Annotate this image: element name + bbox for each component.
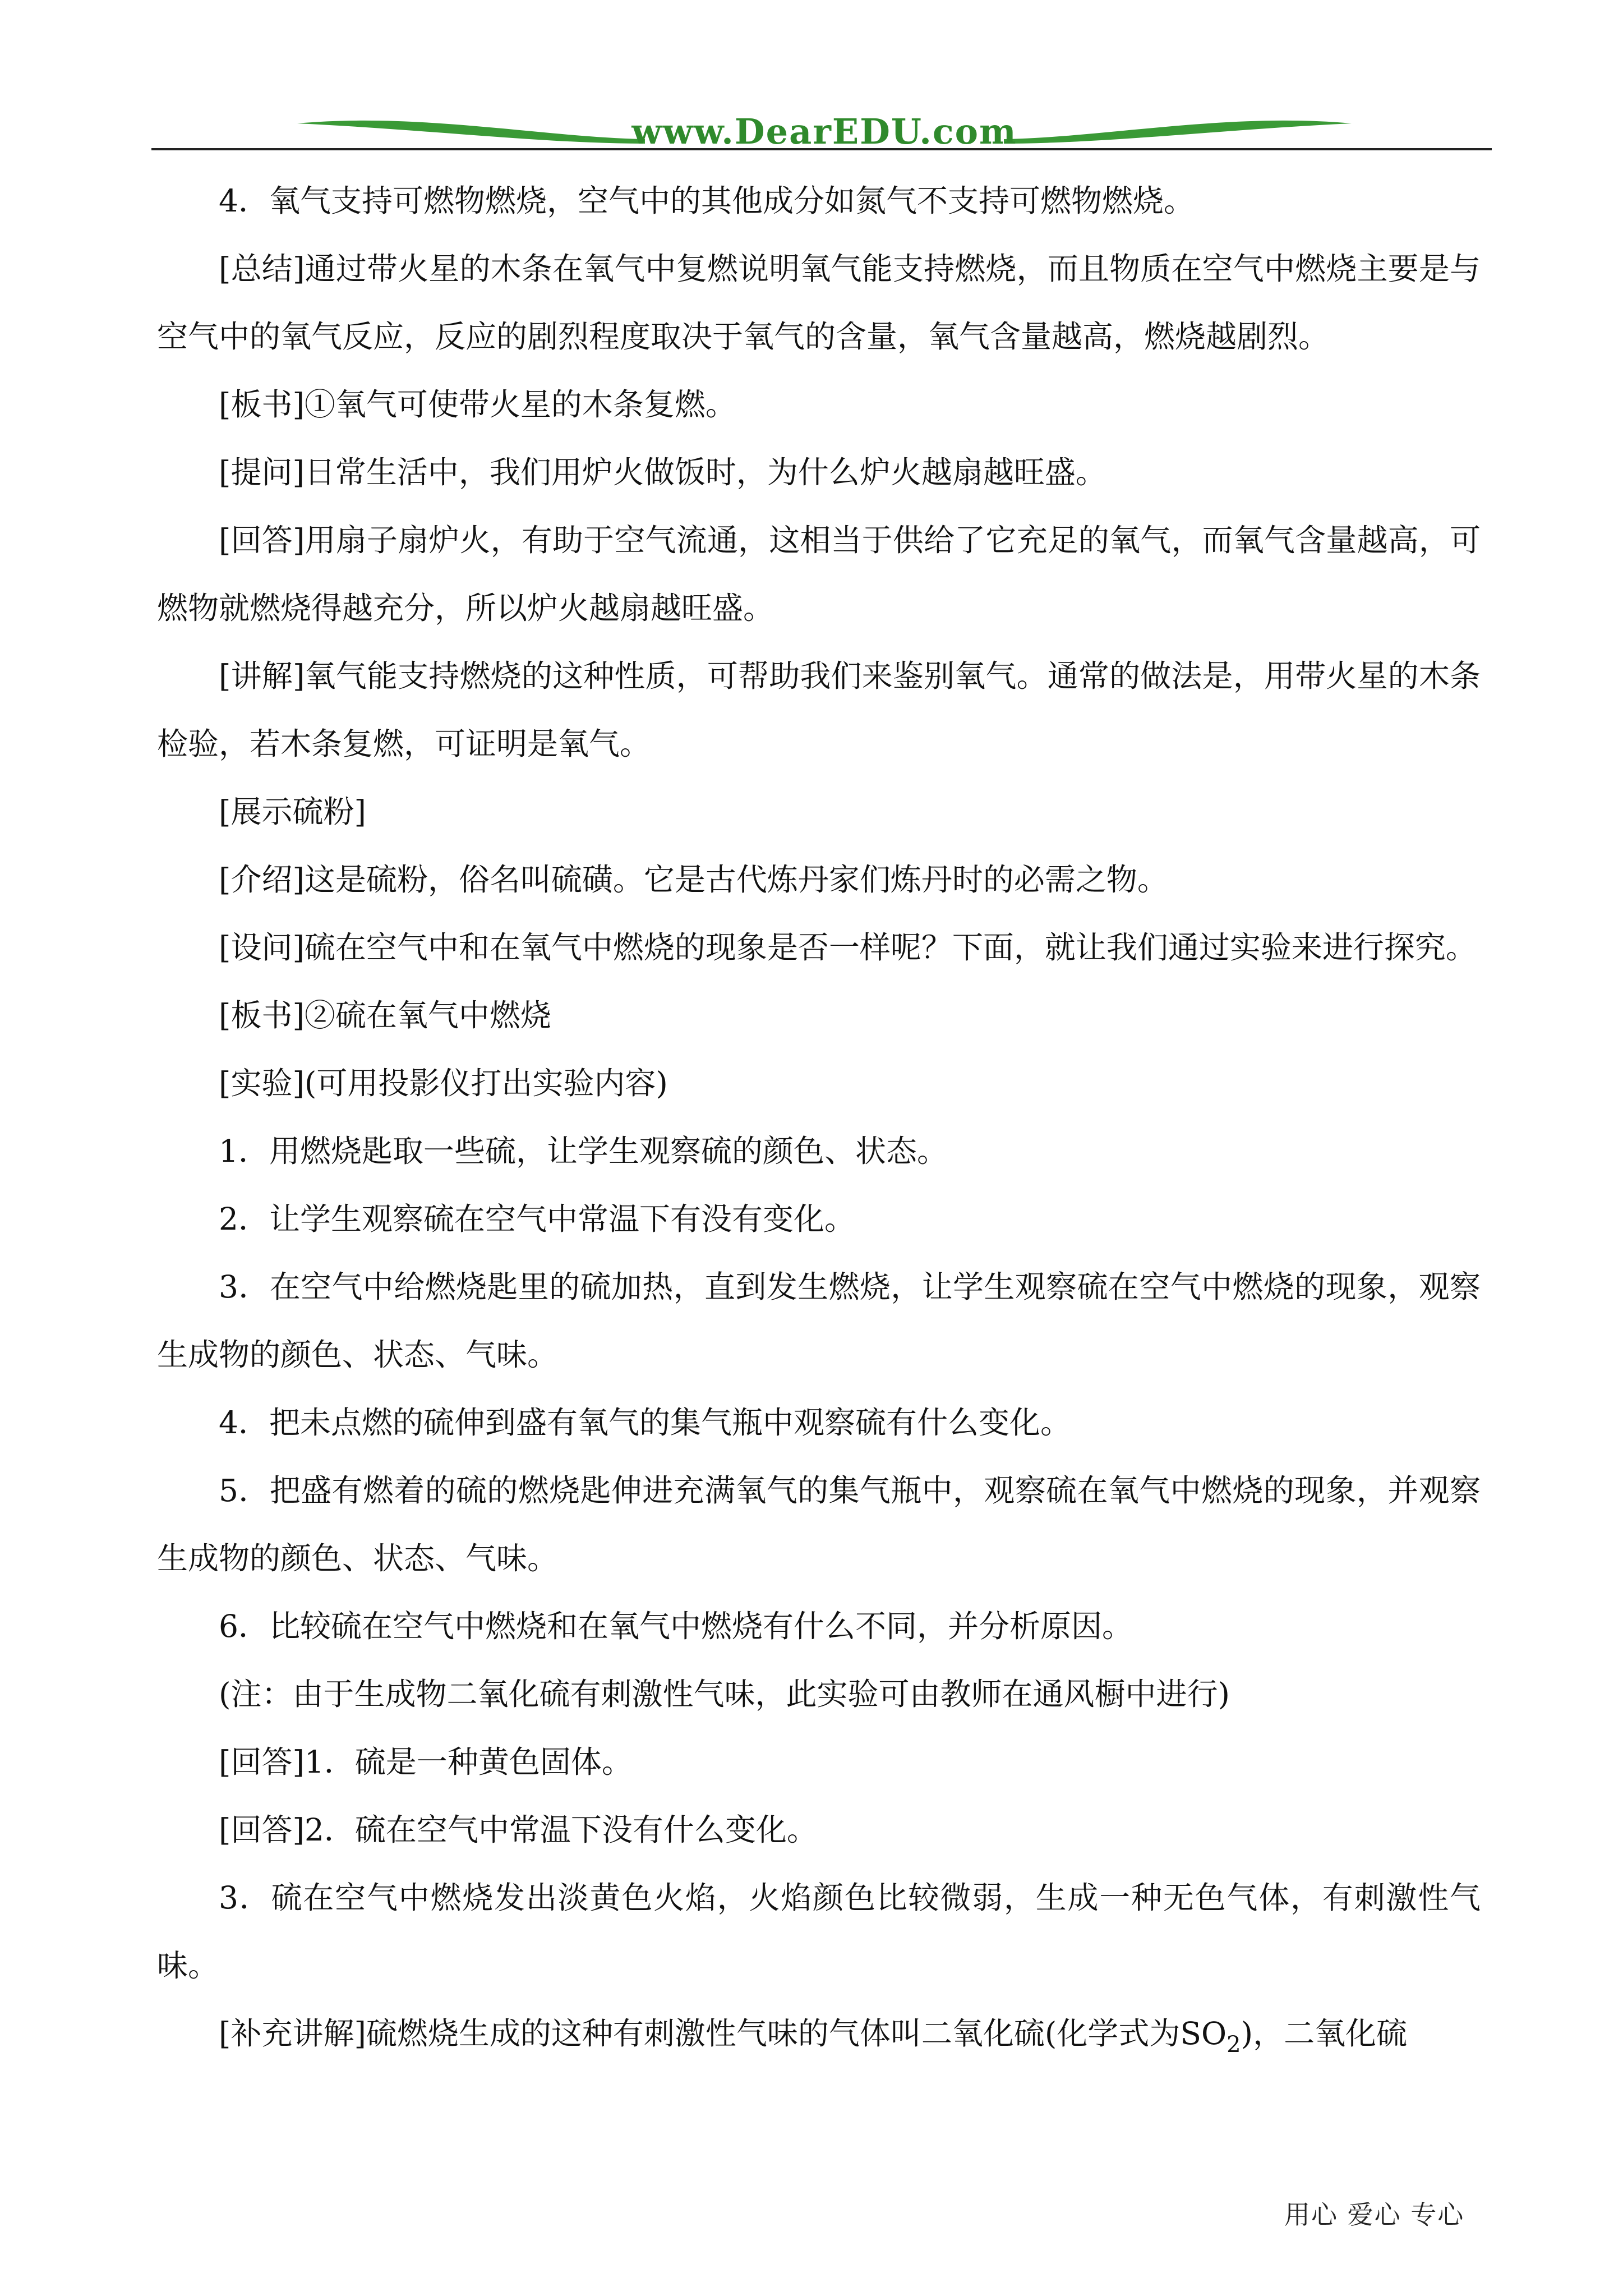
paragraph: [设问]硫在空气中和在氧气中燃烧的现象是否一样呢？下面，就让我们通过实验来进行探究。 [219,930,1477,965]
paragraph: [板书]①氧气可使带火星的木条复燃。 [219,386,736,422]
paragraph: [回答]1．硫是一种黄色固体。 [219,1744,633,1780]
paragraph-last [157,2000,1481,2079]
paragraph: [提问]日常生活中，我们用炉火做饭时，为什么炉火越扇越旺盛。 [219,454,1106,490]
paragraph: 4．氧气支持可燃物燃烧，空气中的其他成分如氮气不支持可燃物燃烧。 [219,183,1195,219]
paragraph: 3．在空气中给燃烧匙里的硫加热，直到发生燃烧，让学生观察硫在空气中燃烧的现象，观察生成物的颜色、状态、气味。 [157,1269,1481,1373]
header-divider [151,148,1492,150]
paragraph: 1．用燃烧匙取一些硫，让学生观察硫的颜色、状态。 [219,1133,948,1169]
paragraph: 6．比较硫在空气中燃烧和在氧气中燃烧有什么不同，并分析原因。 [219,1608,1133,1644]
paragraph: [板书]②硫在氧气中燃烧 [219,997,551,1033]
paragraph: 3．硫在空气中燃烧发出淡黄色火焰，火焰颜色比较微弱，生成一种无色气体，有刺激性气味。 [157,1880,1481,1984]
paragraph: 2．让学生观察硫在空气中常温下有没有变化。 [219,1201,855,1237]
paragraph: [回答]用扇子扇炉火，有助于空气流通，这相当于供给了它充足的氧气，而氧气含量越高，可燃物就燃烧得越充分，所以炉火越扇越旺盛。 [157,522,1481,626]
paragraph: (注：由于生成物二氧化硫有刺激性气味，此实验可由教师在通风橱中进行) [219,1676,1230,1712]
page-footer: 用心 爱心 专心 [1284,2200,1465,2230]
paragraph-text: )，二氧化硫 [1241,2016,1408,2051]
subscript: 2 [1227,2032,1241,2058]
paragraph: [总结]通过带火星的木条在氧气中复燃说明氧气能支持燃烧，而且物质在空气中燃烧主要是与空气中的氧气反应，反应的剧烈程度取决于氧气的含量，氧气含量越高，燃烧越剧烈。 [157,251,1481,355]
paragraph: [讲解]氧气能支持燃烧的这种性质，可帮助我们来鉴别氧气。通常的做法是，用带火星的木条检验，若木条复燃，可证明是氧气。 [157,658,1481,762]
paragraph: [回答]2．硫在空气中常温下没有什么变化。 [219,1812,818,1848]
site-logo: www.DearEDU.com [631,111,1017,152]
paragraph: [展示硫粉] [219,794,366,830]
paragraph: 4．把未点燃的硫伸到盛有氧气的集气瓶中观察硫有什么变化。 [219,1405,1071,1441]
paragraph: [实验](可用投影仪打出实验内容) [219,1065,668,1101]
paragraph: 5．把盛有燃着的硫的燃烧匙伸进充满氧气的集气瓶中，观察硫在氧气中燃烧的现象，并观察生成物的颜色、状态、气味。 [157,1473,1481,1576]
paragraph-text: [补充讲解]硫燃烧生成的这种有刺激性气味的气体叫二氧化硫(化学式为SO [219,2016,1227,2051]
document-body [157,167,1481,2079]
paragraph: [介绍]这是硫粉，俗名叫硫磺。它是古代炼丹家们炼丹时的必需之物。 [219,862,1168,898]
